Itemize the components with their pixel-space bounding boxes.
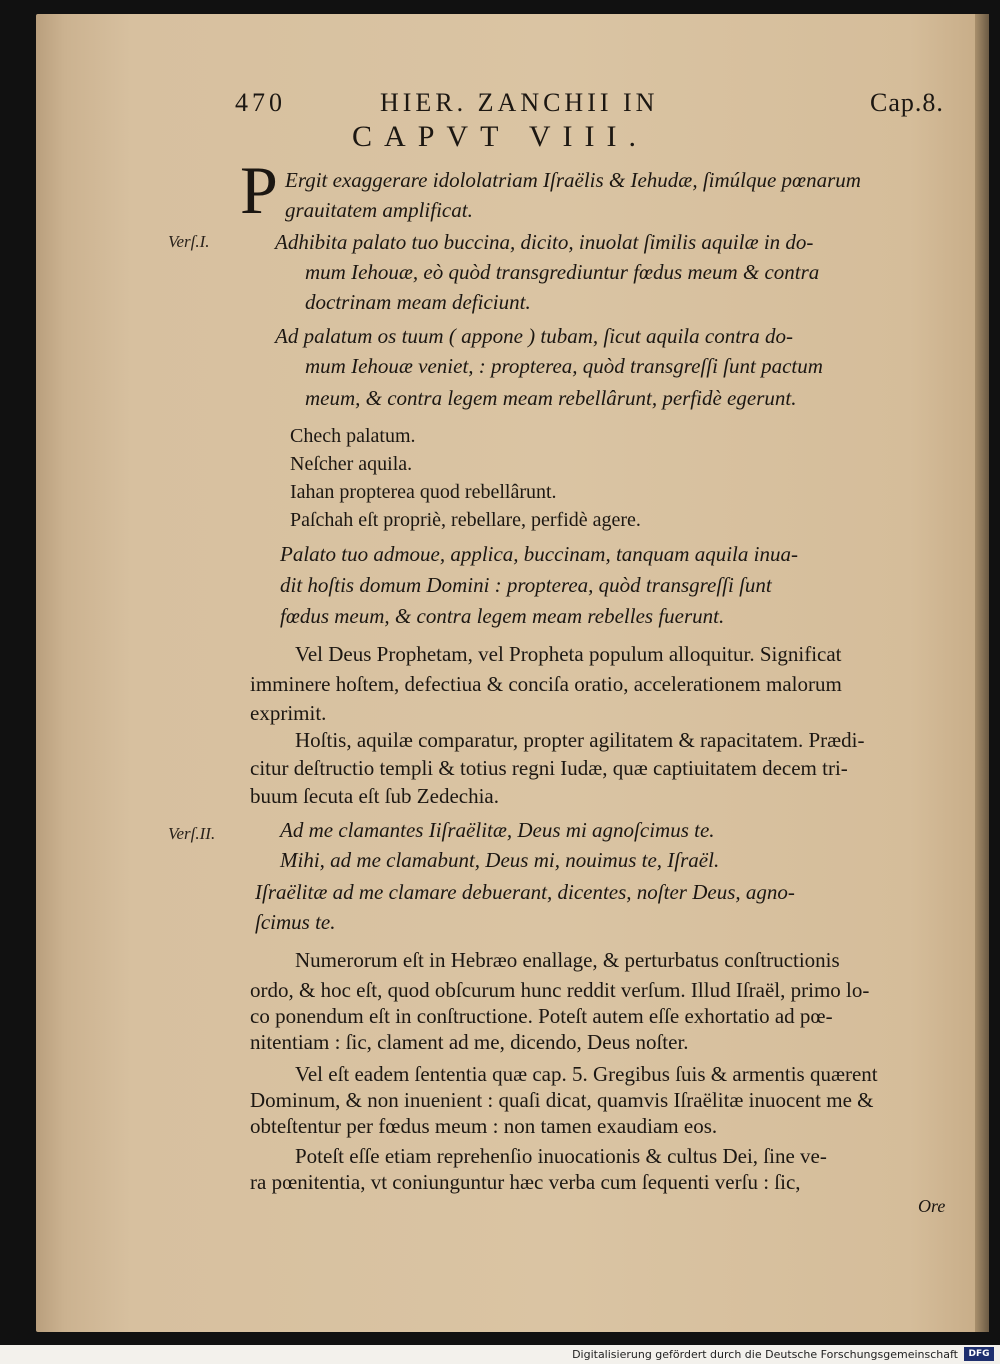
text-line: doctrinam meam deficiunt. — [305, 290, 531, 314]
text-line: Ergit exaggerare idololatriam Iſraëlis & Iehudæ, ſimúlque pœnarum — [285, 168, 861, 192]
commentary-line: Numerorum eſt in Hebræo enallage, & perturbatus conſtructionis — [295, 948, 840, 972]
page-number: 470 — [235, 88, 286, 117]
dfg-logo: DFG — [964, 1347, 994, 1361]
text-line: fœdus meum, & contra legem meam rebelles fuerunt. — [280, 604, 725, 628]
text-line: dit hoſtis domum Domini : propterea, quòd transgreſſi ſunt — [280, 573, 772, 597]
text-line: grauitatem amplificat. — [285, 198, 473, 222]
commentary-line: Hoſtis, aquilæ comparatur, propter agilitatem & rapacitatem. Prædi- — [295, 728, 865, 752]
commentary-line: obteſtentur per fœdus meum : non tamen exaudiam eos. — [250, 1114, 718, 1138]
vocab-line: Chech palatum. — [290, 425, 416, 447]
commentary-line: nitentiam : ſic, clament ad me, dicendo, Deus noſter. — [250, 1030, 689, 1054]
commentary-line: imminere hoſtem, defectiua & conciſa oratio, accelerationem malorum — [250, 672, 842, 696]
text-line: Ad me clamantes Iiſraëlitæ, Deus mi agnoſcimus te. — [280, 818, 715, 842]
vocab-line: Iahan propterea quod rebellârunt. — [290, 481, 557, 503]
text-line: ſcimus te. — [255, 910, 336, 934]
text-line: Iſraëlitæ ad me clamare debuerant, dicentes, noſter Deus, agno- — [255, 880, 795, 904]
commentary-line: Poteſt eſſe etiam reprehenſio inuocationis & cultus Dei, ſine ve- — [295, 1144, 827, 1168]
running-title: HIER. ZANCHII IN — [380, 88, 659, 117]
text-line: mum Iehouæ veniet, : propterea, quòd transgreſſi ſunt pactum — [305, 354, 823, 378]
text-line: Adhibita palato tuo buccina, dicito, inuolat ſimilis aquilæ in do- — [275, 230, 814, 254]
margin-note-verse-1: Verſ.I. — [168, 232, 210, 251]
text-line: Mihi, ad me clamabunt, Deus mi, nouimus te, Iſraël. — [280, 848, 720, 872]
margin-note-verse-2: Verſ.II. — [168, 824, 216, 843]
commentary-line: co ponendum eſt in conſtructione. Poteſt autem eſſe exhortatio ad pœ- — [250, 1004, 833, 1028]
text-line: Palato tuo admoue, applica, buccinam, tanquam aquila inua- — [280, 542, 798, 566]
vocab-line: Paſchah eſt propriè, rebellare, perfidè agere. — [290, 509, 641, 531]
commentary-line: ra pœnitentia, vt coniunguntur hæc verba cum ſequenti verſu : ſic, — [250, 1170, 801, 1194]
page-edge — [975, 14, 989, 1332]
vocab-line: Neſcher aquila. — [290, 453, 413, 475]
catchword: Ore — [918, 1196, 946, 1216]
footer-credit: Digitalisierung gefördert durch die Deutsche Forschungsgemeinschaft — [572, 1348, 958, 1361]
commentary-line: Dominum, & non inuenient : quaſi dicat, quamvis Iſraëlitæ inuocent me & — [250, 1088, 874, 1112]
commentary-line: exprimit. — [250, 701, 327, 725]
text-line: mum Iehouæ, eò quòd transgrediuntur fœdus meum & contra — [305, 260, 820, 284]
commentary-line: ordo, & hoc eſt, quod obſcurum hunc reddit verſum. Illud Iſraël, primo lo- — [250, 978, 870, 1002]
commentary-line: buum ſecuta eſt ſub Zedechia. — [250, 784, 499, 808]
commentary-line: citur deſtructio templi & totius regni Iudæ, quæ captiuitatem decem tri- — [250, 756, 848, 780]
drop-capital: P — [240, 152, 278, 228]
commentary-line: Vel eſt eadem ſententia quæ cap. 5. Gregibus ſuis & armentis quærent — [295, 1062, 878, 1086]
chapter-label: Cap.8. — [870, 88, 944, 117]
commentary-line: Vel Deus Prophetam, vel Propheta populum alloquitur. Significat — [295, 642, 842, 666]
text-line: meum, & contra legem meam rebellârunt, perfidè egerunt. — [305, 386, 797, 410]
chapter-heading: CAPVT VIII. — [352, 120, 648, 153]
text-line: Ad palatum os tuum ( appone ) tubam, ſicut aquila contra do- — [275, 324, 793, 348]
